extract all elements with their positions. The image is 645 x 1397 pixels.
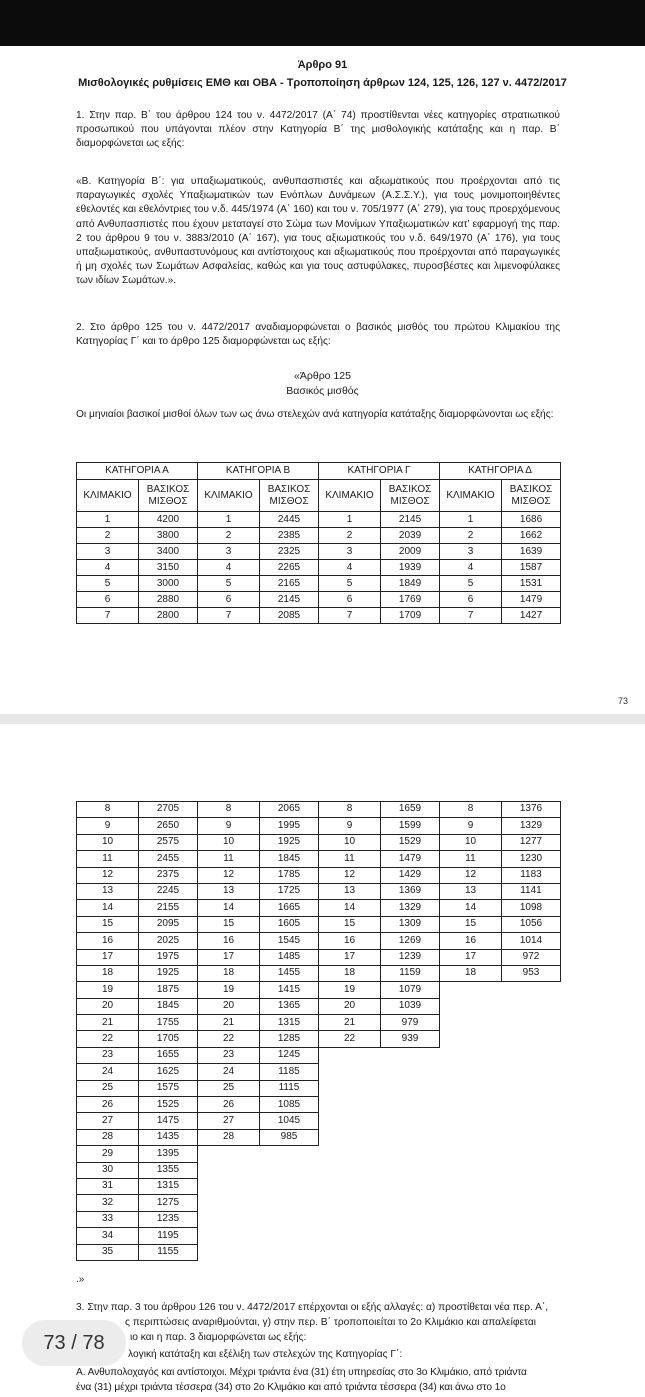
step-cell: 6	[198, 592, 260, 608]
salary-cell: 1525	[139, 1097, 198, 1113]
salary-cell: 2245	[139, 883, 198, 899]
step-cell: 2	[77, 528, 139, 544]
document-page-73	[0, 46, 645, 714]
step-cell: 9	[319, 818, 381, 834]
salary-cell: 1195	[139, 1228, 198, 1244]
step-cell: 33	[77, 1211, 139, 1227]
step-cell: 17	[319, 949, 381, 965]
salary-cell: 1155	[139, 1244, 198, 1260]
step-cell: 11	[198, 851, 260, 867]
table-intro: Οι μηνιαίοι βασικοί μισθοί όλων των ως άνω στελεχών ανά κατηγορία κατάταξης διαμορφώνονται ως εξής:	[76, 409, 554, 420]
salary-cell: 1427	[502, 608, 561, 624]
salary-header-line-1: ΒΑΣΙΚΟΣ	[509, 483, 553, 495]
step-cell: 16	[319, 933, 381, 949]
salary-cell: 2145	[260, 592, 319, 608]
step-cell: 20	[198, 998, 260, 1014]
step-cell: 12	[319, 867, 381, 883]
step-cell: 25	[198, 1080, 260, 1096]
page-indicator-badge: 73 / 78	[22, 1320, 126, 1366]
table-row	[77, 1162, 561, 1178]
salary-cell: 1429	[381, 867, 440, 883]
salary-cell: 1785	[260, 867, 319, 883]
salary-header-line-2: ΜΙΣΘΟΣ	[511, 495, 551, 507]
salary-cell: 1185	[260, 1064, 319, 1080]
step-cell: 5	[440, 576, 502, 592]
step-cell: 5	[319, 576, 381, 592]
step-cell: 21	[198, 1015, 260, 1031]
salary-cell: 1662	[502, 528, 561, 544]
step-cell: 17	[440, 949, 502, 965]
paragraph-1: 1. Στην παρ. Β΄ του άρθρου 124 του ν. 4472/2017 (Α΄ 74) προστίθενται νέες κατηγορίες στρατιωτικού προσωπικού που υπάγονται πλέον στην Κατηγορία Β΄ της μισθολογικής κατάταξης και η παρ. Β΄ διαμορφώνεται ως εξής:	[76, 110, 560, 150]
salary-cell: 939	[381, 1031, 440, 1047]
salary-cell: 1479	[502, 592, 561, 608]
salary-cell: 1376	[502, 802, 561, 818]
salary-header-line-2: ΜΙΣΘΟΣ	[148, 495, 188, 507]
step-cell: 17	[77, 949, 139, 965]
step-cell: 9	[77, 818, 139, 834]
paragraph-3-line-1: 3. Στην παρ. 3 του άρθρου 126 του ν. 4472/2017 επέρχονται οι εξής αλλαγές: α) προστίθεται νέα περ. Α΄,	[76, 1302, 549, 1313]
table-row	[77, 818, 561, 834]
table-row	[77, 834, 561, 850]
step-cell: 10	[198, 834, 260, 850]
step-cell: 10	[440, 834, 502, 850]
salary-header-line-1: ΒΑΣΙΚΟΣ	[146, 483, 190, 495]
salary-cell: 1845	[139, 998, 198, 1014]
step-cell: 17	[198, 949, 260, 965]
salary-cell: 2065	[260, 802, 319, 818]
step-cell: 14	[198, 900, 260, 916]
salary-cell: 1709	[381, 608, 440, 624]
step-cell: 7	[198, 608, 260, 624]
step-cell: 15	[319, 916, 381, 932]
step-cell: 8	[319, 802, 381, 818]
step-cell: 3	[198, 544, 260, 560]
salary-cell: 1531	[502, 576, 561, 592]
table-row	[77, 1146, 561, 1162]
table-row	[77, 1195, 561, 1211]
salary-cell: 1085	[260, 1097, 319, 1113]
table-row	[77, 982, 561, 998]
salary-table-part-2	[76, 801, 561, 1261]
step-cell: 28	[77, 1129, 139, 1145]
step-cell: 14	[440, 900, 502, 916]
salary-cell: 1275	[139, 1195, 198, 1211]
step-cell: 20	[319, 998, 381, 1014]
table-row	[77, 867, 561, 883]
step-cell: 5	[198, 576, 260, 592]
salary-cell: 2880	[139, 592, 198, 608]
salary-cell: 1098	[502, 900, 561, 916]
step-column-header: ΚΛΙΜΑΚΙΟ	[77, 480, 139, 512]
table-row	[77, 576, 561, 592]
step-cell: 22	[77, 1031, 139, 1047]
table-row	[77, 1031, 561, 1047]
salary-cell: 1365	[260, 998, 319, 1014]
salary-cell: 3800	[139, 528, 198, 544]
table-row	[77, 900, 561, 916]
salary-cell: 3150	[139, 560, 198, 576]
salary-cell: 1485	[260, 949, 319, 965]
salary-table-part-1	[76, 462, 561, 624]
step-cell: 9	[198, 818, 260, 834]
salary-cell: 1587	[502, 560, 561, 576]
step-cell: 35	[77, 1244, 139, 1260]
step-cell: 26	[77, 1097, 139, 1113]
salary-cell: 1975	[139, 949, 198, 965]
salary-cell: 1369	[381, 883, 440, 899]
step-cell: 21	[319, 1015, 381, 1031]
salary-cell: 1725	[260, 883, 319, 899]
salary-cell: 985	[260, 1129, 319, 1145]
step-cell: 26	[198, 1097, 260, 1113]
paragraph-3-line-2: ς περιπτώσεις αναριθμούνται, γ) στην περ. Β΄ τροποποιείται το 2ο Κλιμάκιο και απαλείφεται	[125, 1317, 537, 1328]
step-cell: 34	[77, 1228, 139, 1244]
step-cell: 6	[319, 592, 381, 608]
salary-cell: 2025	[139, 933, 198, 949]
salary-cell: 1849	[381, 576, 440, 592]
step-cell: 15	[440, 916, 502, 932]
table-row	[77, 933, 561, 949]
salary-cell: 1115	[260, 1080, 319, 1096]
step-cell: 3	[440, 544, 502, 560]
table-row	[77, 1211, 561, 1227]
step-cell: 11	[77, 851, 139, 867]
step-cell: 14	[319, 900, 381, 916]
salary-cell: 1329	[381, 900, 440, 916]
step-cell: 31	[77, 1178, 139, 1194]
table-row	[77, 1113, 561, 1129]
salary-cell: 1079	[381, 982, 440, 998]
table-row	[77, 916, 561, 932]
salary-cell: 2039	[381, 528, 440, 544]
page-number: 73	[617, 696, 628, 706]
salary-cell: 1605	[260, 916, 319, 932]
article-subtitle: Μισθολογικές ρυθμίσεις ΕΜΘ και ΟΒΑ - Τροποποίηση άρθρων 124, 125, 126, 127 ν. 4472/2017	[78, 77, 567, 89]
salary-header-line-2: ΜΙΣΘΟΣ	[390, 495, 430, 507]
salary-cell: 2445	[260, 512, 319, 528]
step-cell: 16	[77, 933, 139, 949]
salary-cell: 1159	[381, 965, 440, 981]
salary-cell: 1183	[502, 867, 561, 883]
salary-cell: 1056	[502, 916, 561, 932]
step-cell: 16	[198, 933, 260, 949]
table-row	[77, 544, 561, 560]
salary-cell: 1639	[502, 544, 561, 560]
salary-cell: 979	[381, 1015, 440, 1031]
step-cell: 10	[319, 834, 381, 850]
table-row	[77, 1244, 561, 1260]
salary-cell: 3000	[139, 576, 198, 592]
salary-cell: 1435	[139, 1129, 198, 1145]
salary-cell: 1230	[502, 851, 561, 867]
step-cell: 18	[440, 965, 502, 981]
step-cell: 7	[440, 608, 502, 624]
salary-cell: 1315	[139, 1178, 198, 1194]
salary-cell: 1455	[260, 965, 319, 981]
table-row	[77, 1129, 561, 1145]
step-cell: 5	[77, 576, 139, 592]
salary-cell: 1686	[502, 512, 561, 528]
step-cell: 13	[319, 883, 381, 899]
table-row	[77, 1047, 561, 1063]
table-row	[77, 802, 561, 818]
salary-cell: 1875	[139, 982, 198, 998]
table-row	[77, 1080, 561, 1096]
salary-cell: 1315	[260, 1015, 319, 1031]
step-cell: 24	[77, 1064, 139, 1080]
salary-cell: 1355	[139, 1162, 198, 1178]
salary-cell: 2009	[381, 544, 440, 560]
step-cell: 3	[319, 544, 381, 560]
salary-cell: 1285	[260, 1031, 319, 1047]
step-cell: 30	[77, 1162, 139, 1178]
salary-cell: 2385	[260, 528, 319, 544]
salary-cell: 972	[502, 949, 561, 965]
page-separator	[0, 714, 645, 724]
step-cell: 12	[198, 867, 260, 883]
step-cell: 18	[198, 965, 260, 981]
paragraph-3-line-6: ένα (31) μέχρι τριάντα τέσσερα (34) στο 2ο Κλιμάκιο και από τριάντα τέσσερα (34) και άνω στο 1ο	[76, 1382, 506, 1393]
salary-cell: 2375	[139, 867, 198, 883]
step-cell: 12	[77, 867, 139, 883]
table-row	[77, 965, 561, 981]
quote-end: .»	[76, 1274, 85, 1285]
step-cell: 16	[440, 933, 502, 949]
salary-cell: 1845	[260, 851, 319, 867]
step-cell: 14	[77, 900, 139, 916]
salary-cell: 1415	[260, 982, 319, 998]
step-cell: 13	[198, 883, 260, 899]
step-cell: 2	[440, 528, 502, 544]
step-cell: 13	[440, 883, 502, 899]
step-cell: 23	[198, 1047, 260, 1063]
article-title: Άρθρο 91	[297, 59, 348, 71]
table-row	[77, 560, 561, 576]
paragraph-1-quote: «Β. Κατηγορία Β΄: για υπαξιωματικούς, ανθυπασπιστές και αξιωματικούς που προέρχονται από τις παραγωγικές σχολές Υπαξιωματικών των Ενόπλων Δυνάμεων (Α.Σ.Σ.Υ.), για τους μονιμοποιηθέντες εθελοντές και εθελόντριες του ν.δ. 445/1974 (Α΄ 160) και του ν. 705/1977 (Α΄ 279), για τους προερχόμενους από Ανθυπασπιστές που έχουν μεταταγεί στο Σώμα των Μονίμων Υπαξιωματικών κατ’ εφαρμογή της παρ. 2 του άρθρου 9 του ν. 3883/2010 (Α΄ 167), για τους αξιωματικούς του ν.δ. 649/1970 (Α΄ 176), για τους υπαξιωματικούς, ανθυπαστυνόμους και αντίστοιχους και αξιωματικούς που προέρχονται από παραγωγικές ή μη σχολές των Σωμάτων Ασφαλείας, καθώς και για τους αστυφύλακες, πυροσβέστες και λιμενοφύλακες των ιδίων Σωμάτων.».	[76, 176, 560, 287]
step-cell: 1	[440, 512, 502, 528]
step-cell: 3	[77, 544, 139, 560]
salary-column-header	[502, 480, 561, 512]
step-column-header: ΚΛΙΜΑΚΙΟ	[198, 480, 260, 512]
salary-header-line-1: ΒΑΣΙΚΟΣ	[388, 483, 432, 495]
step-cell: 21	[77, 1015, 139, 1031]
step-cell: 29	[77, 1146, 139, 1162]
step-cell: 12	[440, 867, 502, 883]
table-row	[77, 592, 561, 608]
salary-cell: 2085	[260, 608, 319, 624]
step-cell: 15	[198, 916, 260, 932]
table-row	[77, 1228, 561, 1244]
step-cell: 8	[198, 802, 260, 818]
step-cell: 18	[77, 965, 139, 981]
salary-cell: 2165	[260, 576, 319, 592]
table-row	[77, 1097, 561, 1113]
step-cell: 8	[440, 802, 502, 818]
salary-cell: 2095	[139, 916, 198, 932]
salary-cell: 1239	[381, 949, 440, 965]
step-cell: 27	[77, 1113, 139, 1129]
category-b-header: ΚΑΤΗΓΟΡΙΑ Β	[198, 463, 319, 480]
step-cell: 4	[77, 560, 139, 576]
table-row	[77, 608, 561, 624]
step-cell: 10	[77, 834, 139, 850]
salary-cell: 953	[502, 965, 561, 981]
salary-cell: 2705	[139, 802, 198, 818]
category-d-header: ΚΑΤΗΓΟΡΙΑ Δ	[440, 463, 561, 480]
document-page-74	[0, 724, 645, 1397]
step-column-header: ΚΛΙΜΑΚΙΟ	[319, 480, 381, 512]
salary-cell: 1014	[502, 933, 561, 949]
step-cell: 2	[198, 528, 260, 544]
step-cell: 8	[77, 802, 139, 818]
salary-header-line-1: ΒΑΣΙΚΟΣ	[267, 483, 311, 495]
step-cell: 7	[319, 608, 381, 624]
salary-cell: 1769	[381, 592, 440, 608]
paragraph-3-line-4: λογική κατάταξη και εξέλιξη των στελεχών της Κατηγορίας Γ΄:	[128, 1349, 403, 1360]
salary-cell: 2575	[139, 834, 198, 850]
salary-column-header	[139, 480, 198, 512]
top-status-bar	[0, 0, 645, 46]
step-cell: 27	[198, 1113, 260, 1129]
salary-cell: 1705	[139, 1031, 198, 1047]
article-125-title: «Άρθρο 125	[294, 370, 351, 382]
salary-column-header	[381, 480, 440, 512]
step-cell: 19	[77, 982, 139, 998]
salary-cell: 1475	[139, 1113, 198, 1129]
step-cell: 2	[319, 528, 381, 544]
paragraph-2: 2. Στο άρθρο 125 του ν. 4472/2017 αναδιαμορφώνεται ο βασικός μισθός του πρώτου Κλιμακίου της Κατηγορίας Γ΄ και το άρθρο 125 διαμορφώνεται ως εξής:	[76, 322, 560, 348]
step-cell: 19	[319, 982, 381, 998]
step-cell: 15	[77, 916, 139, 932]
salary-cell: 1665	[260, 900, 319, 916]
step-cell: 19	[198, 982, 260, 998]
step-cell: 24	[198, 1064, 260, 1080]
salary-cell: 1575	[139, 1080, 198, 1096]
step-cell: 28	[198, 1129, 260, 1145]
salary-cell: 2145	[381, 512, 440, 528]
salary-cell: 1529	[381, 834, 440, 850]
step-cell: 11	[319, 851, 381, 867]
step-cell: 1	[77, 512, 139, 528]
step-cell: 1	[319, 512, 381, 528]
salary-cell: 1479	[381, 851, 440, 867]
salary-cell: 2800	[139, 608, 198, 624]
salary-cell: 2155	[139, 900, 198, 916]
salary-cell: 2455	[139, 851, 198, 867]
salary-cell: 1245	[260, 1047, 319, 1063]
table-row	[77, 1015, 561, 1031]
salary-cell: 3400	[139, 544, 198, 560]
step-cell: 23	[77, 1047, 139, 1063]
step-cell: 11	[440, 851, 502, 867]
category-c-header: ΚΑΤΗΓΟΡΙΑ Γ	[319, 463, 440, 480]
salary-header-line-2: ΜΙΣΘΟΣ	[269, 495, 309, 507]
step-cell: 6	[77, 592, 139, 608]
article-125-subtitle: Βασικός μισθός	[286, 385, 359, 397]
salary-cell: 1141	[502, 883, 561, 899]
table-row	[77, 1178, 561, 1194]
salary-cell: 1755	[139, 1015, 198, 1031]
category-a-header: ΚΑΤΗΓΟΡΙΑ Α	[77, 463, 198, 480]
salary-cell: 1599	[381, 818, 440, 834]
salary-cell: 1995	[260, 818, 319, 834]
salary-cell: 4200	[139, 512, 198, 528]
step-cell: 1	[198, 512, 260, 528]
salary-cell: 1329	[502, 818, 561, 834]
table-row	[77, 851, 561, 867]
step-cell: 6	[440, 592, 502, 608]
table-row	[77, 949, 561, 965]
table-row	[77, 512, 561, 528]
salary-column-header	[260, 480, 319, 512]
salary-cell: 1545	[260, 933, 319, 949]
salary-cell: 1045	[260, 1113, 319, 1129]
step-cell: 7	[77, 608, 139, 624]
step-cell: 25	[77, 1080, 139, 1096]
step-cell: 4	[440, 560, 502, 576]
step-cell: 18	[319, 965, 381, 981]
salary-cell: 1655	[139, 1047, 198, 1063]
step-cell: 22	[319, 1031, 381, 1047]
table-row	[77, 1064, 561, 1080]
salary-cell: 1235	[139, 1211, 198, 1227]
salary-cell: 1269	[381, 933, 440, 949]
salary-cell: 1925	[139, 965, 198, 981]
salary-cell: 1039	[381, 998, 440, 1014]
salary-cell: 1277	[502, 834, 561, 850]
paragraph-3-line-3: ιο και η παρ. 3 διαμορφώνεται ως εξής:	[130, 1332, 307, 1343]
salary-cell: 2650	[139, 818, 198, 834]
step-cell: 13	[77, 883, 139, 899]
salary-cell: 1309	[381, 916, 440, 932]
step-cell: 4	[319, 560, 381, 576]
salary-cell: 2325	[260, 544, 319, 560]
step-cell: 20	[77, 998, 139, 1014]
salary-cell: 1625	[139, 1064, 198, 1080]
paragraph-3-line-5: Α. Ανθυπολοχαγός και αντίστοιχοι. Μέχρι τριάντα ένα (31) έτη υπηρεσίας στο 3ο Κλιμάκιο, από τριάντα	[76, 1367, 527, 1378]
step-cell: 32	[77, 1195, 139, 1211]
salary-cell: 1925	[260, 834, 319, 850]
step-column-header: ΚΛΙΜΑΚΙΟ	[440, 480, 502, 512]
salary-cell: 1659	[381, 802, 440, 818]
salary-cell: 1939	[381, 560, 440, 576]
step-cell: 22	[198, 1031, 260, 1047]
table-row	[77, 998, 561, 1014]
salary-cell: 2265	[260, 560, 319, 576]
salary-cell: 1395	[139, 1146, 198, 1162]
table-row	[77, 528, 561, 544]
step-cell: 4	[198, 560, 260, 576]
step-cell: 9	[440, 818, 502, 834]
table-row	[77, 883, 561, 899]
